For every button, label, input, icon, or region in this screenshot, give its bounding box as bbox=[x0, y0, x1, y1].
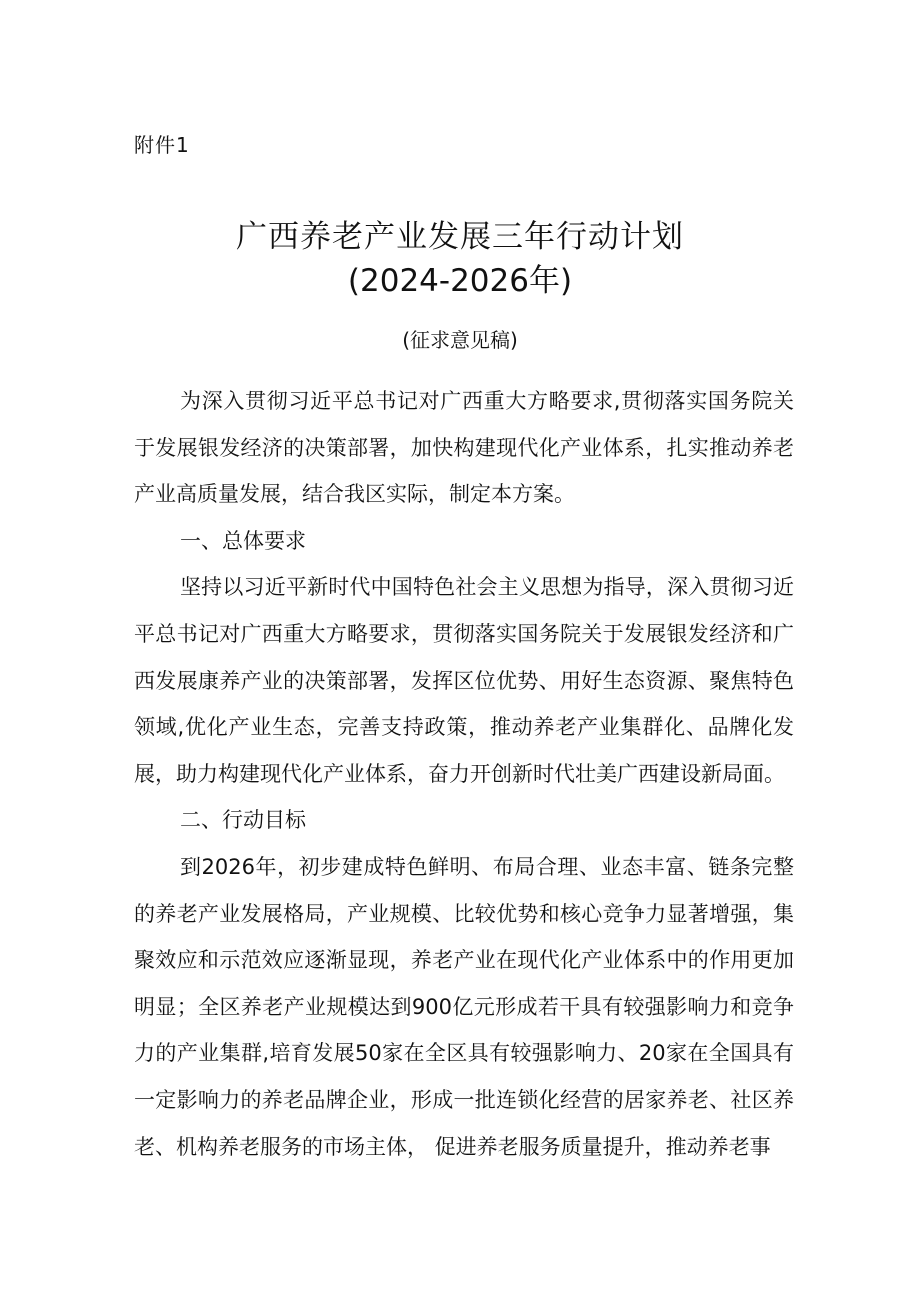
section1-heading: 一、总体要求 bbox=[180, 528, 306, 553]
section2-heading: 二、行动目标 bbox=[180, 808, 306, 833]
intro-paragraph: 为深入贯彻习近平总书记对广西重大方略要求,贯彻落实国务院关于发展银发经济的决策部署，加快构建现代化产业体系，扎实推动养老产业高质量发展，结合我区实际，制定本方案。 bbox=[134, 389, 794, 507]
document-subtitle: (征求意见稿) bbox=[402, 328, 518, 352]
document-title-line1: 广西养老产业发展三年行动计划 bbox=[236, 219, 684, 255]
attachment-label: 附件1 bbox=[134, 133, 190, 157]
document-body bbox=[134, 378, 794, 1170]
document-title-line2: (2024-2026年) bbox=[347, 263, 573, 299]
section2-paragraph: 到2026年，初步建成特色鲜明、布局合理、业态丰富、链条完整的养老产业发展格局，产业规模、比较优势和核心竞争力显著增强，集聚效应和示范效应逐渐显现，养老产业在现代化产业体系中的作用更加明显；全区养老产业规模达到900亿元形成若干具有较强影响力和竞争力的产业集群,培育发展50家在全区具有较强影响力、20家在全国具有一定影响力的养老品牌企业，形成一批连锁化经营的居家养老、社区养老、机构养老服务的市场主体， 促进养老服务质量提升，推动养老事 bbox=[134, 854, 794, 1159]
section1-paragraph: 坚持以习近平新时代中国特色社会主义思想为指导，深入贯彻习近平总书记对广西重大方略要求，贯彻落实国务院关于发展银发经济和广西发展康养产业的决策部署，发挥区位优势、用好生态资源、聚焦特色领域,优化产业生态，完善支持政策，推动养老产业集群化、品牌化发展，助力构建现代化产业体系，奋力开创新时代壮美广西建设新局面。 bbox=[134, 575, 794, 786]
